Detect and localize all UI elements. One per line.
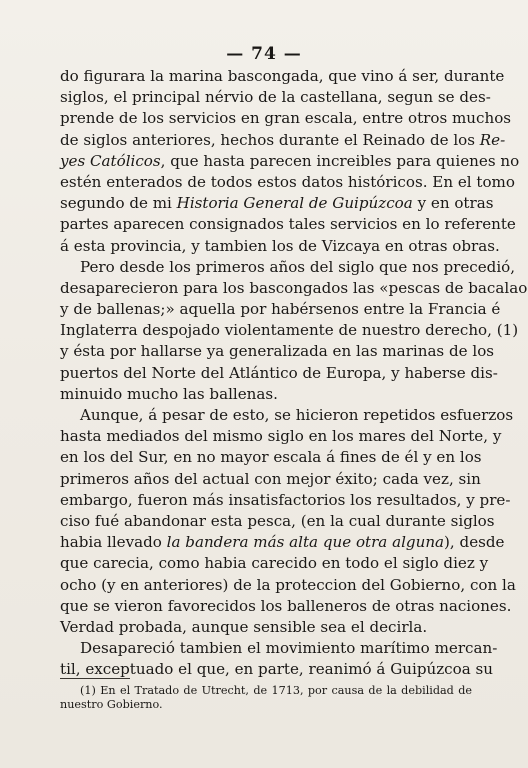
- text-line: de siglos anteriores, hechos durante el Reinado de los Re-: [60, 130, 506, 149]
- text-line: embargo, fueron más insatisfactorios los resultados, y pre-: [60, 490, 511, 509]
- italic-text: Re-: [479, 130, 506, 149]
- text-line: estén enterados de todos estos datos históricos. En el tomo: [60, 172, 515, 191]
- text-line: til, exceptuado el que, en parte, reanimó á Guipúzcoa su: [60, 660, 493, 679]
- text-line: desaparecieron para los bascongados las «pescas de bacalao: [60, 278, 528, 297]
- text-line: ocho (y en anteriores) de la proteccion del Gobierno, con la: [60, 575, 516, 594]
- text-line: primeros años del actual con mejor éxito; cada vez, sin: [60, 469, 481, 488]
- text-line: Inglaterra despojado violentamente de nuestro derecho, (1): [60, 321, 519, 340]
- text-line: Aunque, á pesar de esto, se hicieron repetidos esfuerzos: [80, 406, 514, 424]
- body-text: [60, 66, 528, 680]
- text-line: ciso fué abandonar esta pesca, (en la cual durante siglos: [60, 511, 495, 530]
- text-line: segundo de mi Historia General de Guipúzcoa y en otras: [60, 194, 494, 213]
- text-line: do figurara la marina bascongada, que vino á ser, durante: [60, 67, 505, 85]
- text-line: prende de los servicios en gran escala, entre otros muchos: [60, 109, 512, 128]
- text-line: siglos, el principal nérvio de la castellana, segun se des-: [60, 88, 491, 107]
- footnote-line: (1) En el Tratado de Utrecht, de 1713, por causa de la debilidad de: [80, 684, 472, 697]
- text-line: y de ballenas;» aquella por habérsenos entre la Francia é: [60, 300, 501, 319]
- text-line: habia llevado la bandera más alta que otra alguna), desde: [60, 533, 505, 552]
- text-line: Verdad probada, aunque sensible sea el decirla.: [60, 617, 428, 636]
- text-line: hasta mediados del mismo siglo en los mares del Norte, y: [60, 427, 502, 446]
- text-line: en los del Sur, en no mayor escala á fines de él y en los: [60, 448, 482, 467]
- footnote-line: nuestro Gobierno.: [60, 698, 163, 711]
- text-line: á esta provincia, y tambien los de Vizcaya en otras obras.: [60, 236, 500, 255]
- text-line: Desapareció tambien el movimiento marítimo mercan-: [80, 639, 498, 658]
- text-line: minuido mucho las ballenas.: [60, 384, 278, 403]
- italic-text: la bandera más alta que otra alguna: [166, 533, 445, 552]
- footnote: [60, 684, 472, 712]
- page-number: — 74 —: [226, 44, 302, 64]
- text-line: Pero desde los primeros años del siglo que nos precedió,: [80, 257, 516, 276]
- text-line: y ésta por hallarse ya generalizada en las marinas de los: [60, 342, 495, 361]
- italic-text: yes Católicos: [60, 151, 161, 170]
- text-line: partes aparecen consignados tales servicios en lo referente: [60, 215, 516, 234]
- footnote-divider: [60, 678, 130, 679]
- text-line: yes Católicos, que hasta parecen increibles para quienes no: [60, 151, 520, 170]
- italic-text: Historia General de Guipúzcoa: [176, 194, 413, 213]
- text-line: puertos del Norte del Atlántico de Europa, y haberse dis-: [60, 363, 498, 382]
- text-line: que se vieron favorecidos los balleneros de otras naciones.: [60, 596, 512, 615]
- text-line: que carecia, como habia carecido en todo el siglo diez y: [60, 554, 489, 573]
